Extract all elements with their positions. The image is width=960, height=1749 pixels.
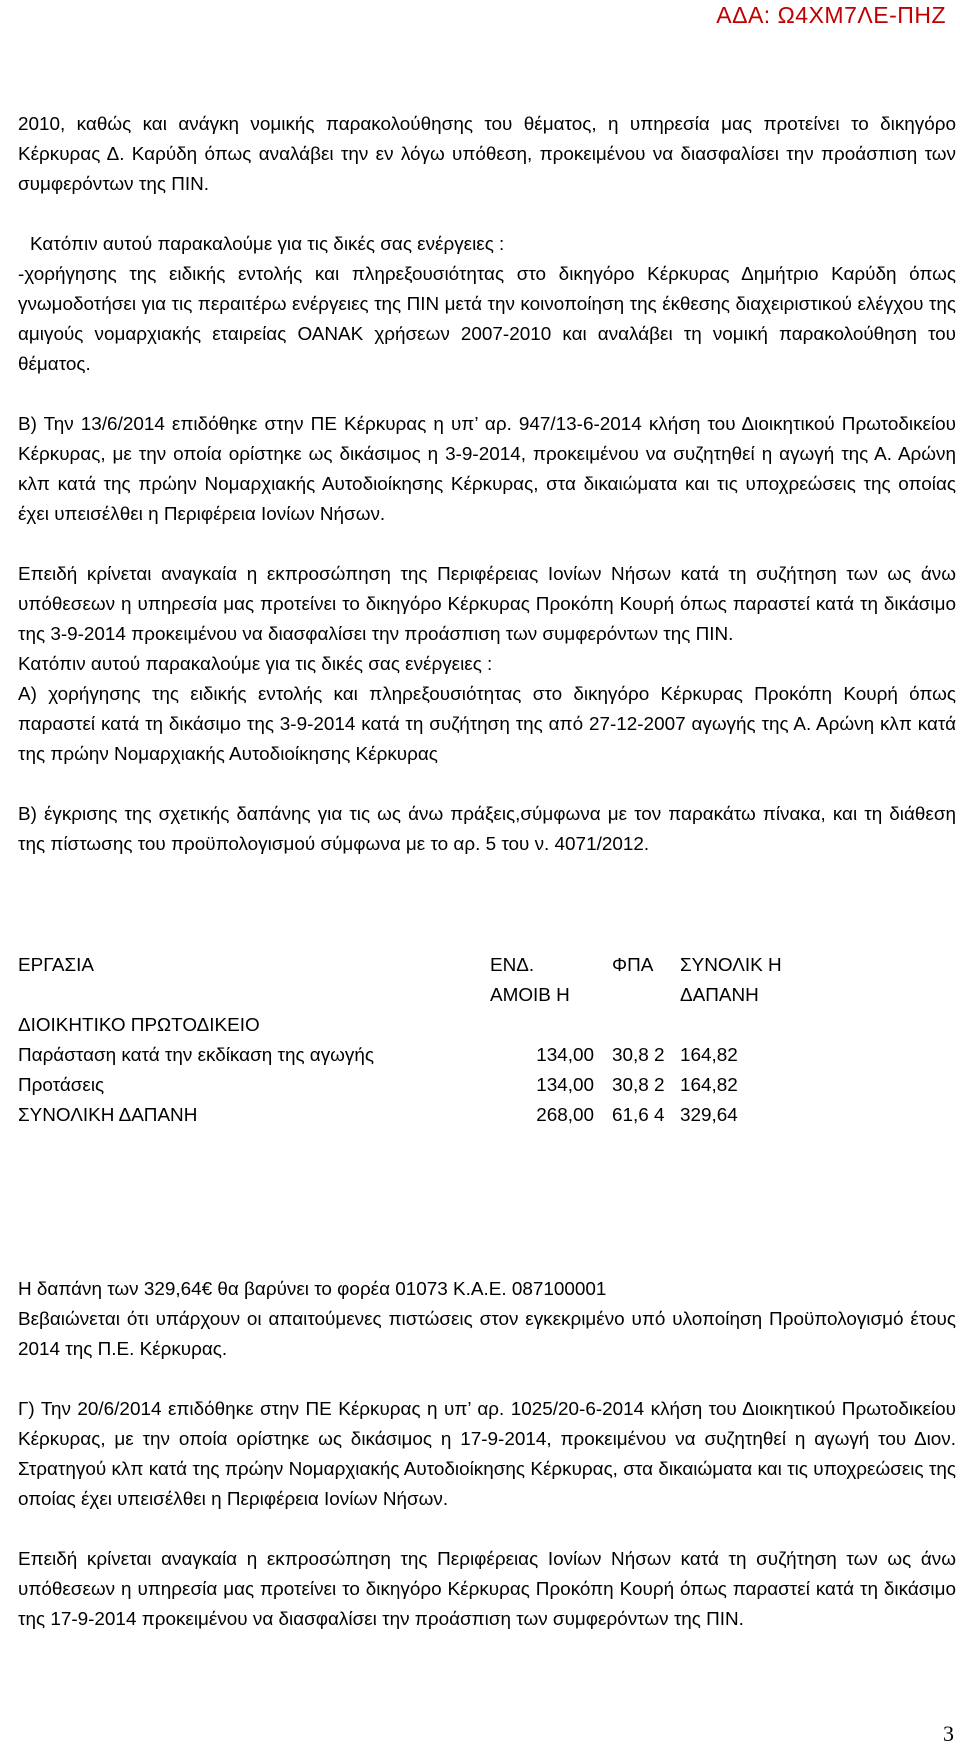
table-cell: 134,00 <box>536 1045 594 1066</box>
paragraph: Κατόπιν αυτού παρακαλούμε για τις δικές σας ενέργειες : <box>30 234 505 255</box>
document-body-top <box>18 110 956 860</box>
paragraph: Βεβαιώνεται ότι υπάρχουν οι απαιτούμενες πιστώσεις στον εγκεκριμένο υπό υλοποίηση Προϋπολογισμό έτους 2014 της Π.Ε. Κέρκυρας. <box>18 1309 956 1360</box>
table-header-row <box>18 951 800 1011</box>
table-cell: 30,8 2 <box>612 1045 665 1066</box>
paragraph: Επειδή κρίνεται αναγκαία η εκπροσώπηση της Περιφέρειας Ιονίων Νήσων κατά τη συζήτηση των ως άνω υπόθεσεων η υπηρεσία μας προτείνει το δικηγόρο Κέρκυρας Προκόπη Κουρή όπως παραστεί κατά τη δικάσιμο της 17-9-2014 προκειμένου να διασφαλίσει την προάσπιση των συμφερόντων της ΠΙΝ. <box>18 1549 956 1630</box>
paragraph: Α) χορήγησης της ειδικής εντολής και πληρεξουσιότητας στο δικηγόρο Κέρκυρας Προκόπη Κουρή όπως παραστεί κατά τη δικάσιμο της 3-9-2014 κατά τη συζήτηση της από 27-12-2007 αγωγής της Α. Αρώνη κλπ κατά της πρώην Νομαρχιακής Αυτοδιοίκησης Κέρκυρας <box>18 684 956 765</box>
table-cell: 61,6 4 <box>612 1105 665 1126</box>
table-section-title: ΔΙΟΙΚΗΤΙΚΟ ΠΡΩΤΟΔΙΚΕΙΟ <box>18 1015 260 1036</box>
document-body-bottom <box>18 1275 956 1635</box>
table-row <box>18 1101 800 1131</box>
paragraph: 2010, καθώς και ανάγκη νομικής παρακολούθησης του θέματος, η υπηρεσία μας προτείνει το δικηγόρο Κέρκυρας Δ. Καρύδη όπως αναλάβει την εν λόγω υπόθεση, προκειμένου να διασφαλίσει την προάσπιση των συμφερόντων της ΠΙΝ. <box>18 114 956 195</box>
paragraph: Επειδή κρίνεται αναγκαία η εκπροσώπηση της Περιφέρειας Ιονίων Νήσων κατά τη συζήτηση των ως άνω υπόθεσεων η υπηρεσία μας προτείνει το δικηγόρο Κέρκυρας Προκόπη Κουρή όπως παραστεί κατά τη δικάσιμο της 3-9-2014 προκειμένου να διασφαλίσει την προάσπιση των συμφερόντων της ΠΙΝ. <box>18 564 956 645</box>
cost-table <box>18 951 800 1131</box>
table-cell: 30,8 2 <box>612 1075 665 1096</box>
paragraph: Β) έγκρισης της σχετικής δαπάνης για τις ως άνω πράξεις,σύμφωνα με τον παρακάτω πίνακα, και τη διάθεση της πίστωσης του προϋπολογισμού σύμφωνα με το αρ. 5 του ν. 4071/2012. <box>18 804 956 855</box>
paragraph: Γ) Την 20/6/2014 επιδόθηκε στην ΠΕ Κέρκυρας η υπ’ αρ. 1025/20-6-2014 κλήση του Διοικητικού Πρωτοδικείου Κέρκυρας, με την οποία ορίστηκε ως δικάσιμος η 17-9-2014, προκειμένου να συζητηθεί η αγωγή του Διον. Στρατηγού κλπ κατά της πρώην Νομαρχιακής Αυτοδιοίκησης Κέρκυρας, στα δικαιώματα και τις υποχρεώσεις της οποίας έχει υπεισέλθει η Περιφέρεια Ιονίων Νήσων. <box>18 1399 956 1510</box>
table-row <box>18 1041 800 1071</box>
table-cell: 134,00 <box>536 1075 594 1096</box>
paragraph: -χορήγησης της ειδικής εντολής και πληρεξουσιότητας στο δικηγόρο Κέρκυρας Δημήτριο Καρύδη όπως γνωμοδοτήσει για τις περαιτέρω ενέργειες της ΠΙΝ μετά την κοινοποίηση της έκθεσης διαχειριστικού ελέγχου της αμιγούς νομαρχιακής εταιρείας ΟΑΝΑΚ χρήσεων 2007-2010 και αναλάβει τη νομική παρακολούθηση του θέματος. <box>18 264 956 375</box>
table-cell: Προτάσεις <box>18 1075 105 1096</box>
table-cell: ΣΥΝΟΛΙΚΗ ΔΑΠΑΝΗ <box>18 1105 198 1126</box>
table-header: ΣΥΝΟΛΙΚ Η ΔΑΠΑΝΗ <box>680 955 782 1006</box>
table-cell: Παράσταση κατά την εκδίκαση της αγωγής <box>18 1045 374 1066</box>
table-header: ΦΠΑ <box>612 955 654 976</box>
paragraph: Η δαπάνη των 329,64€ θα βαρύνει το φορέα 01073 Κ.Α.Ε. 087100001 <box>18 1279 607 1300</box>
table-header: ΕΝΔ. ΑΜΟΙΒ Η <box>490 955 570 1006</box>
table-section-row <box>18 1011 800 1041</box>
table-cell: 164,82 <box>680 1045 738 1066</box>
table-row <box>18 1071 800 1101</box>
table-cell: 164,82 <box>680 1075 738 1096</box>
ada-code: ΑΔΑ: Ω4ΧΜ7ΛΕ-ΠΗΖ <box>716 2 946 28</box>
paragraph: Β) Την 13/6/2014 επιδόθηκε στην ΠΕ Κέρκυρας η υπ’ αρ. 947/13-6-2014 κλήση του Διοικητικού Πρωτοδικείου Κέρκυρας, με την οποία ορίστηκε ως δικάσιμος η 3-9-2014, προκειμένου να συζητηθεί η αγωγή της Α. Αρώνη κλπ κατά της πρώην Νομαρχιακής Αυτοδιοίκησης Κέρκυρας, στα δικαιώματα και τις υποχρεώσεις της οποίας έχει υπεισέλθει η Περιφέρεια Ιονίων Νήσων. <box>18 414 956 525</box>
table-cell: 329,64 <box>680 1105 738 1126</box>
paragraph: Κατόπιν αυτού παρακαλούμε για τις δικές σας ενέργειες : <box>18 654 493 675</box>
page-number: 3 <box>943 1721 954 1746</box>
table-header: ΕΡΓΑΣΙΑ <box>18 955 94 976</box>
table-cell: 268,00 <box>536 1105 594 1126</box>
